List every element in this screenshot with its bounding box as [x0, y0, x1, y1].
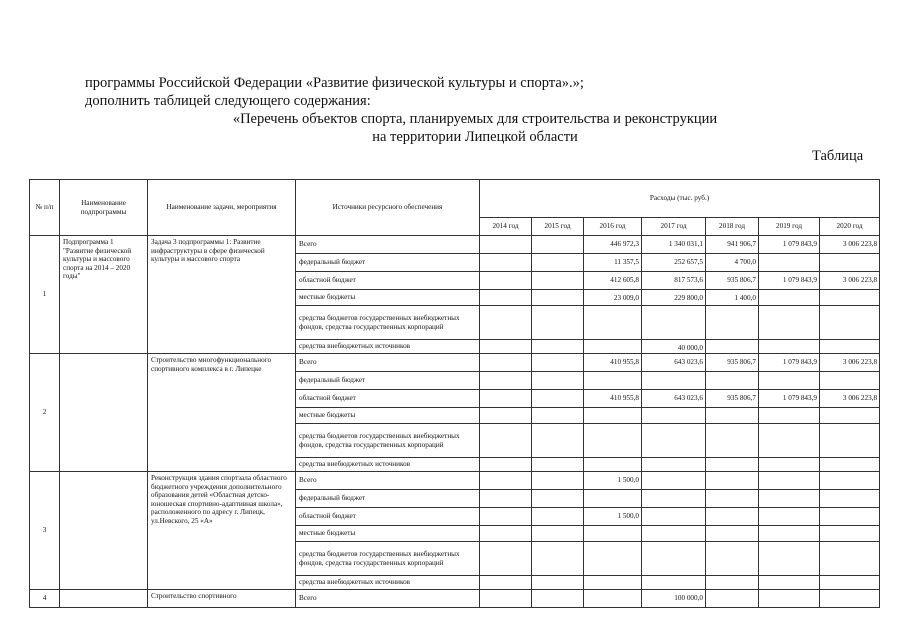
- expense-value: [820, 526, 880, 542]
- subprogram-name: [60, 472, 148, 590]
- funding-source: средства бюджетов государственных внебюджетных фондов, средства государственных корпораций: [296, 424, 480, 458]
- funding-source: местные бюджеты: [296, 290, 480, 306]
- expense-value: [820, 290, 880, 306]
- expense-value: [759, 254, 820, 272]
- expense-value: [480, 590, 532, 608]
- expense-value: [706, 508, 759, 526]
- expense-value: [584, 372, 642, 390]
- expense-value: [759, 458, 820, 472]
- expense-value: [532, 272, 584, 290]
- expense-value: 410 955,8: [584, 390, 642, 408]
- expense-value: [532, 372, 584, 390]
- expense-value: [584, 306, 642, 340]
- header-year: 2015 год: [532, 218, 584, 236]
- expense-value: [480, 290, 532, 306]
- funding-source: средства внебюджетных источников: [296, 340, 480, 354]
- expense-value: [584, 526, 642, 542]
- intro-line-2: дополнить таблицей следующего содержания:: [85, 93, 371, 109]
- expense-value: 3 006 223,8: [820, 390, 880, 408]
- header-task: Наименование задачи, мероприятия: [148, 180, 296, 236]
- expense-value: [480, 390, 532, 408]
- expense-value: [532, 236, 584, 254]
- expense-value: [532, 490, 584, 508]
- expense-value: [532, 354, 584, 372]
- expense-value: [642, 424, 706, 458]
- expense-value: [642, 526, 706, 542]
- expense-value: 229 800,0: [642, 290, 706, 306]
- expense-value: [759, 372, 820, 390]
- expense-value: 643 023,6: [642, 390, 706, 408]
- funding-source: Всего: [296, 472, 480, 490]
- header-year: 2014 год: [480, 218, 532, 236]
- row-number: 3: [30, 472, 60, 590]
- expense-value: [584, 340, 642, 354]
- expense-value: [759, 290, 820, 306]
- funding-source: средства внебюджетных источников: [296, 458, 480, 472]
- header-expenses: Расходы (тыс. руб.): [480, 180, 880, 218]
- expense-value: [480, 340, 532, 354]
- funding-source: средства бюджетов государственных внебюджетных фондов, средства государственных корпораций: [296, 306, 480, 340]
- expense-value: [759, 526, 820, 542]
- expense-value: [820, 372, 880, 390]
- expense-value: 446 972,3: [584, 236, 642, 254]
- header-year: 2018 год: [706, 218, 759, 236]
- expense-value: [584, 590, 642, 608]
- expense-value: [480, 354, 532, 372]
- expense-value: 40 000,0: [642, 340, 706, 354]
- expense-value: [706, 590, 759, 608]
- expense-value: [820, 424, 880, 458]
- expense-value: [820, 490, 880, 508]
- expense-value: [532, 542, 584, 576]
- expense-value: 1 500,0: [584, 508, 642, 526]
- expense-value: [532, 424, 584, 458]
- expense-value: [532, 408, 584, 424]
- expense-value: [820, 542, 880, 576]
- expense-value: [706, 408, 759, 424]
- expense-value: [532, 306, 584, 340]
- expense-value: 935 806,7: [706, 354, 759, 372]
- funding-source: федеральный бюджет: [296, 372, 480, 390]
- funding-source: местные бюджеты: [296, 526, 480, 542]
- task-name: Строительство многофункционального спортивного комплекса в г. Липецке: [148, 354, 296, 472]
- expense-value: [532, 340, 584, 354]
- header-year: 2016 год: [584, 218, 642, 236]
- expense-value: [532, 526, 584, 542]
- expense-value: [706, 526, 759, 542]
- expense-value: [642, 490, 706, 508]
- expense-value: [584, 542, 642, 576]
- funding-source: средства внебюджетных источников: [296, 576, 480, 590]
- table-header: [30, 180, 880, 236]
- expense-value: 4 700,0: [706, 254, 759, 272]
- expense-value: [584, 458, 642, 472]
- funding-source: областной бюджет: [296, 390, 480, 408]
- subprogram-name: [60, 590, 148, 608]
- subprogram-name: Подпрограмма 1 "Развитие физической культуры и массового спорта на 2014 – 2020 годы": [60, 236, 148, 354]
- expense-value: [759, 472, 820, 490]
- expense-value: [706, 424, 759, 458]
- expense-value: [532, 254, 584, 272]
- expense-value: [480, 472, 532, 490]
- expense-value: 1 079 843,9: [759, 390, 820, 408]
- expense-value: [532, 508, 584, 526]
- expense-value: [532, 590, 584, 608]
- funding-source: средства бюджетов государственных внебюджетных фондов, средства государственных корпораций: [296, 542, 480, 576]
- table-title-line-2: на территории Липецкой области: [372, 129, 578, 145]
- header-subprogram: Наименование подпрограммы: [60, 180, 148, 236]
- expense-value: [480, 490, 532, 508]
- expense-value: 1 079 843,9: [759, 354, 820, 372]
- funding-source: областной бюджет: [296, 508, 480, 526]
- row-number: 4: [30, 590, 60, 608]
- expense-value: [480, 272, 532, 290]
- table-title-line-1: «Перечень объектов спорта, планируемых для строительства и реконструкции: [232, 111, 718, 127]
- expense-value: [584, 576, 642, 590]
- header-year: 2017 год: [642, 218, 706, 236]
- expense-value: [642, 372, 706, 390]
- expense-value: [480, 576, 532, 590]
- expense-value: [820, 590, 880, 608]
- expense-value: 1 500,0: [584, 472, 642, 490]
- expense-value: [532, 576, 584, 590]
- expense-value: 643 023,6: [642, 354, 706, 372]
- expense-value: [759, 508, 820, 526]
- funding-source: Всего: [296, 354, 480, 372]
- subprogram-name: [60, 354, 148, 472]
- table-row: [30, 236, 880, 254]
- table-row: [30, 472, 880, 490]
- expense-value: [584, 490, 642, 508]
- expense-value: [532, 290, 584, 306]
- expense-value: [759, 408, 820, 424]
- funding-source: областной бюджет: [296, 272, 480, 290]
- expense-value: 100 000,0: [642, 590, 706, 608]
- expense-value: [642, 306, 706, 340]
- expense-value: 935 806,7: [706, 390, 759, 408]
- expense-value: [820, 508, 880, 526]
- funding-source: федеральный бюджет: [296, 254, 480, 272]
- expense-value: [480, 306, 532, 340]
- expense-value: [480, 424, 532, 458]
- header-num: № п/п: [30, 180, 60, 236]
- expense-value: [706, 340, 759, 354]
- expense-value: [480, 408, 532, 424]
- expense-value: [532, 390, 584, 408]
- expense-value: [480, 236, 532, 254]
- expense-value: 3 006 223,8: [820, 272, 880, 290]
- expense-value: [584, 408, 642, 424]
- table-row: [30, 590, 880, 608]
- funding-source: Всего: [296, 236, 480, 254]
- expenses-table: [29, 179, 880, 608]
- expense-value: [642, 458, 706, 472]
- expense-value: 410 955,8: [584, 354, 642, 372]
- header-sources: Источники ресурсного обеспечения: [296, 180, 480, 236]
- expense-value: [759, 576, 820, 590]
- task-name: Строительство спортивного: [148, 590, 296, 608]
- expense-value: 3 006 223,8: [820, 236, 880, 254]
- expense-value: [480, 542, 532, 576]
- expense-value: [532, 472, 584, 490]
- expense-value: [820, 408, 880, 424]
- expense-value: [706, 372, 759, 390]
- funding-source: Всего: [296, 590, 480, 608]
- funding-source: федеральный бюджет: [296, 490, 480, 508]
- expense-value: 412 605,8: [584, 272, 642, 290]
- expense-value: 1 079 843,9: [759, 272, 820, 290]
- expense-value: 11 357,5: [584, 254, 642, 272]
- expense-value: [820, 458, 880, 472]
- expense-value: [820, 340, 880, 354]
- expense-value: 817 573,6: [642, 272, 706, 290]
- expense-value: 23 009,0: [584, 290, 642, 306]
- task-name: Реконструкция здания спортзала областного бюджетного учреждения дополнительного образования детей «Областная детско-юношеская спортивно-адаптивная школа», расположенного по адресу г. Липецк, ул.Невского, 25 «А»: [148, 472, 296, 590]
- header-year: 2019 год: [759, 218, 820, 236]
- expense-value: [706, 542, 759, 576]
- expense-value: [532, 458, 584, 472]
- expense-value: [820, 472, 880, 490]
- row-number: 1: [30, 236, 60, 354]
- expense-value: [820, 576, 880, 590]
- expense-value: 3 006 223,8: [820, 354, 880, 372]
- expense-value: [820, 254, 880, 272]
- table-caption: Таблица: [812, 148, 864, 164]
- expense-value: [642, 472, 706, 490]
- table-row: [30, 354, 880, 372]
- expense-value: [759, 590, 820, 608]
- expense-value: 1 079 843,9: [759, 236, 820, 254]
- row-number: 2: [30, 354, 60, 472]
- expense-value: [642, 542, 706, 576]
- table-body: [30, 236, 880, 608]
- expense-value: [759, 340, 820, 354]
- expense-value: [820, 306, 880, 340]
- task-name: Задача 3 подпрограммы 1: Развитие инфраструктуры в сфере физической культуры и массового спорта: [148, 236, 296, 354]
- expense-value: [642, 576, 706, 590]
- expense-value: 941 906,7: [706, 236, 759, 254]
- expense-value: 1 340 031,1: [642, 236, 706, 254]
- expense-value: [759, 490, 820, 508]
- expense-value: [584, 424, 642, 458]
- header-year: 2020 год: [820, 218, 880, 236]
- expense-value: [706, 472, 759, 490]
- expense-value: [480, 372, 532, 390]
- expense-value: [706, 490, 759, 508]
- expense-value: [759, 306, 820, 340]
- expense-value: [642, 408, 706, 424]
- expense-value: 252 657,5: [642, 254, 706, 272]
- expense-value: 935 806,7: [706, 272, 759, 290]
- expense-value: [706, 576, 759, 590]
- expense-value: 1 400,0: [706, 290, 759, 306]
- expense-value: [759, 542, 820, 576]
- expense-value: [759, 424, 820, 458]
- expense-value: [480, 254, 532, 272]
- expense-value: [480, 458, 532, 472]
- expense-value: [480, 526, 532, 542]
- expense-value: [706, 458, 759, 472]
- expense-value: [480, 508, 532, 526]
- intro-line-1: программы Российской Федерации «Развитие физической культуры и спорта».»;: [85, 75, 584, 91]
- expense-value: [706, 306, 759, 340]
- expense-value: [642, 508, 706, 526]
- funding-source: местные бюджеты: [296, 408, 480, 424]
